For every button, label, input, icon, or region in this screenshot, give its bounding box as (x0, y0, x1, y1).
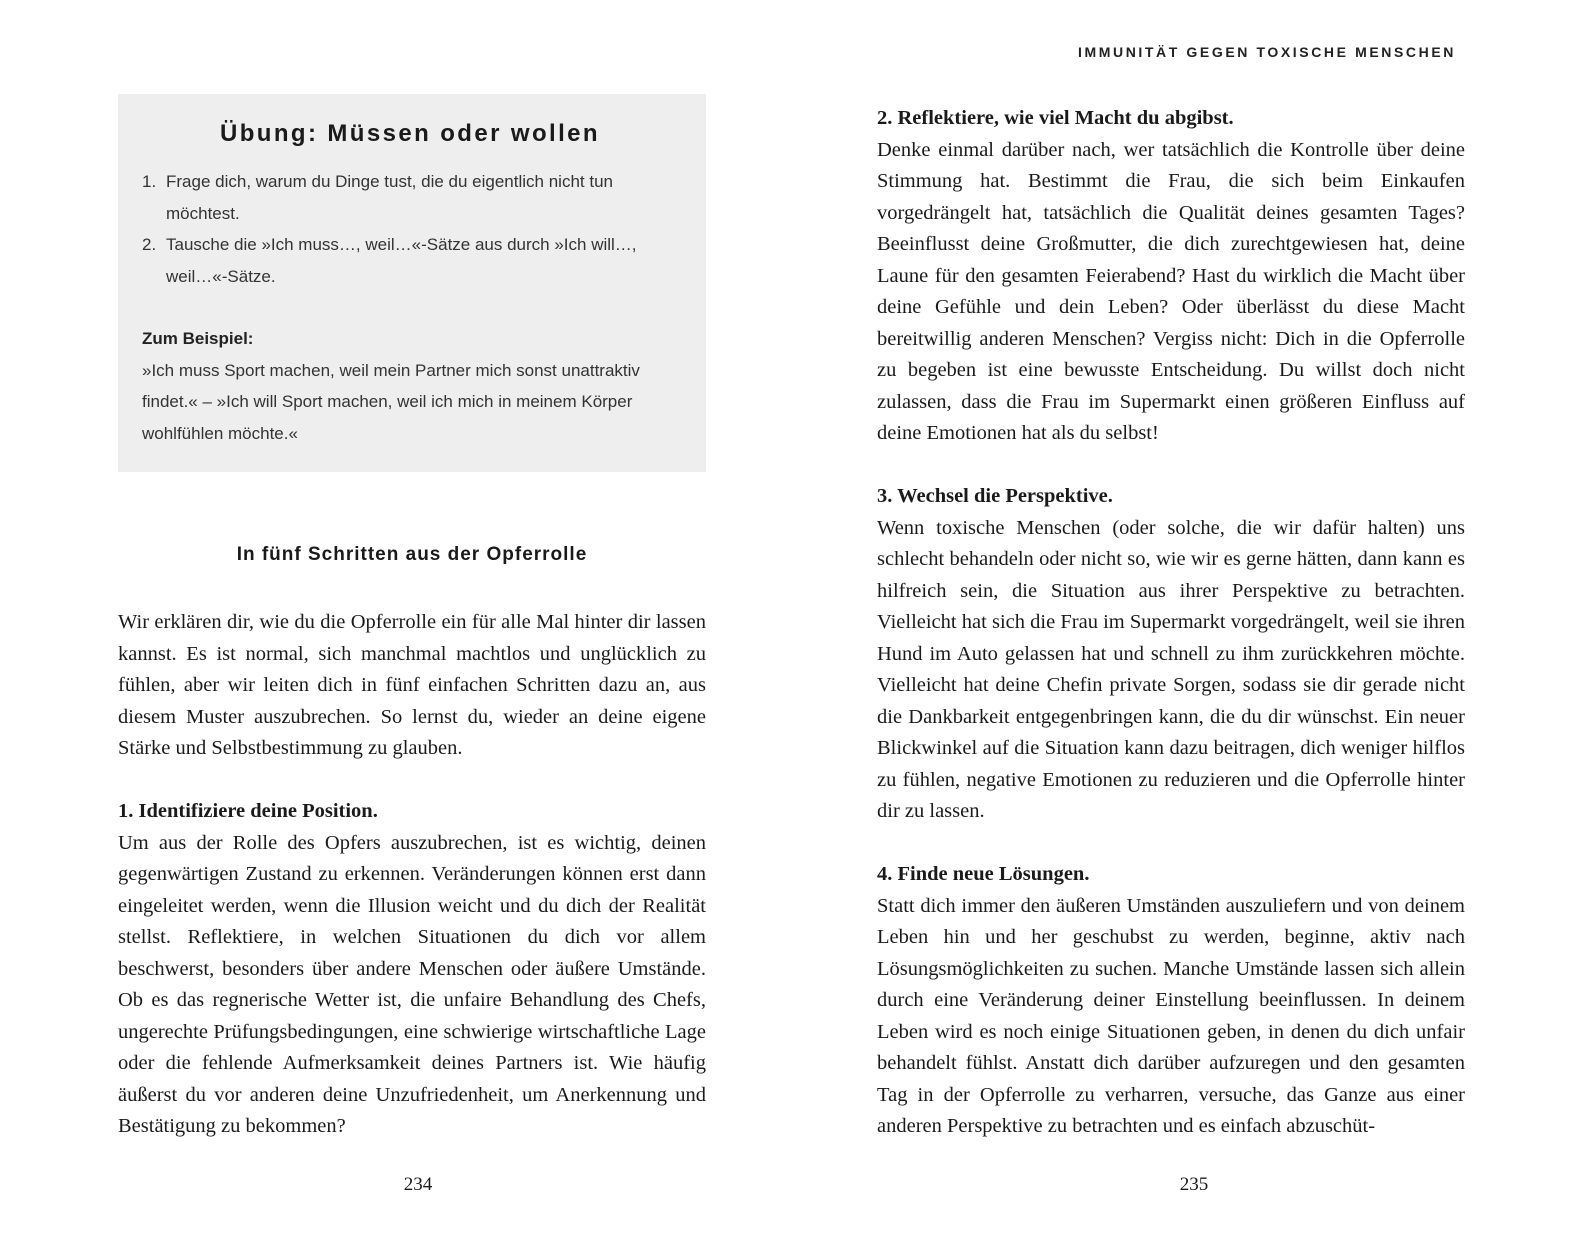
step-3-paragraph: Wenn toxische Menschen (oder solche, die wir dafür halten) uns schlecht behandeln oder nicht so, wie wir es gerne hätten, dann kann es hilfreich sein, die Situation aus ihrer Perspektive zu betrachten. Vielleicht hat sich die Frau im Supermarkt vorgedrängelt, weil sie ihren Hund im Auto gelassen hat und schnell zu ihm zurückkehren möchte. Vielleicht hat deine Chefin private Sorgen, sodass sie dir gerade nicht die Dankbarkeit entgegenbringen kann, die du dir wünschst. Ein neuer Blickwinkel auf die Situation kann dazu beitragen, dich weniger hilflos zu fühlen, negative Emotionen zu reduzieren und die Opferrolle hinter dir zu lassen. (877, 516, 1465, 822)
list-item-text: Frage dich, warum du Dinge tust, die du eigentlich nicht tun möchtest. (166, 172, 613, 223)
step-2-paragraph: Denke einmal darüber nach, wer tatsächlich die Kontrolle über deine Stimmung hat. Bestimmt die Frau, die sich beim Einkaufen vorgedrängelt hat, tatsächlich die Qualität deines gesamten Tages? Beeinflusst deine Großmutter, die dich zurechtgewiesen hat, deine Laune für den gesamten Feierabend? Hast du wirklich die Macht über deine Gefühle und dein Leben? Oder überlässt du diese Macht bereitwillig anderen Menschen? Vergiss nicht: Dich in die Opferrolle zu begeben ist eine bewusste Entscheidung. Du willst doch nicht zulassen, dass die Frau im Supermarkt einen größeren Einfluss auf deine Emotionen hat als du selbst! (877, 138, 1465, 444)
intro-paragraph: Wir erklären dir, wie du die Opferrolle ein für alle Mal hinter dir lassen kannst. Es ist normal, sich manchmal machtlos und unglücklich zu fühlen, aber wir leiten dich in fünf einfachen Schritten dazu an, aus diesem Muster auszubrechen. So lernst du, wieder an deine eigene Stärke und Selbstbestimmung zu glauben. (118, 611, 706, 759)
left-body-text (118, 607, 706, 1143)
list-item-number: 1. (142, 172, 157, 191)
list-item (142, 229, 678, 292)
right-page (797, 0, 1594, 1240)
example-text: »Ich muss Sport machen, weil mein Partner mich sonst unattraktiv findet.« – »Ich will Sport machen, weil ich mich in meinem Körper wohlfühlen möchte.« (142, 360, 640, 443)
step-4-paragraph: Statt dich immer den äußeren Umständen auszuliefern und von deinem Leben hin und her geschubst zu werden, beginne, aktiv nach Lösungsmöglichkeiten zu suchen. Manche Umstände lassen sich allein durch eine Veränderung deiner Einstellung beeinflussen. In deinem Leben wird es noch einige Situationen geben, in denen du dich unfair behandelt fühlst. Anstatt dich darüber aufzuregen und den gesamten Tag in der Opferrolle zu verharren, versuche, das Ganze aus einer anderen Perspektive zu betrachten und es einfach abzuschüt- (877, 894, 1465, 1137)
example-label: Zum Beispiel: (142, 329, 254, 348)
exercise-list (142, 166, 678, 292)
exercise-title: Übung: Müssen oder wollen (219, 120, 600, 147)
right-body-text (877, 103, 1465, 1143)
step-1-heading: 1. Identifiziere deine Position. (118, 800, 378, 822)
exercise-box (118, 94, 706, 472)
step-3-heading: 3. Wechsel die Perspektive. (877, 485, 1113, 507)
list-item-text: Tausche die »Ich muss…, weil…«-Sätze aus durch »Ich will…, weil…«-Sätze. (166, 235, 637, 286)
paragraph-gap (877, 828, 1465, 860)
step-1-paragraph: Um aus der Rolle des Opfers auszubrechen, ist es wichtig, deinen gegenwärtigen Zustand zu erkennen. Veränderungen können erst dann eingeleitet werden, wenn die Illusion weicht und du dich der Realität stellst. Reflektiere, in welchen Situationen du dich vor allem beschwerst, besonders über andere Menschen oder äußere Umstände. Ob es das regnerische Wetter ist, die unfaire Behandlung des Chefs, ungerechte Prüfungsbedingungen, eine schwierige wirtschaftliche Lage oder die fehlende Aufmerksamkeit deines Partners ist. Wie häufig äußerst du vor anderen deine Unzufriedenheit, um Anerkennung und Bestätigung zu bekommen? (118, 831, 706, 1137)
section-heading: In fünf Schritten aus der Opferrolle (236, 544, 588, 565)
step-2-heading: 2. Reflektiere, wie viel Macht du abgibst. (877, 107, 1234, 129)
list-item (142, 166, 678, 229)
step-4-heading: 4. Finde neue Lösungen. (877, 863, 1090, 885)
list-item-number: 2. (142, 235, 157, 254)
paragraph-gap (877, 450, 1465, 482)
paragraph-gap (118, 765, 706, 797)
page-number: 235 (1179, 1174, 1209, 1195)
running-header: IMMUNITÄT GEGEN TOXISCHE MENSCHEN (1077, 44, 1456, 60)
page-number: 234 (403, 1174, 433, 1195)
